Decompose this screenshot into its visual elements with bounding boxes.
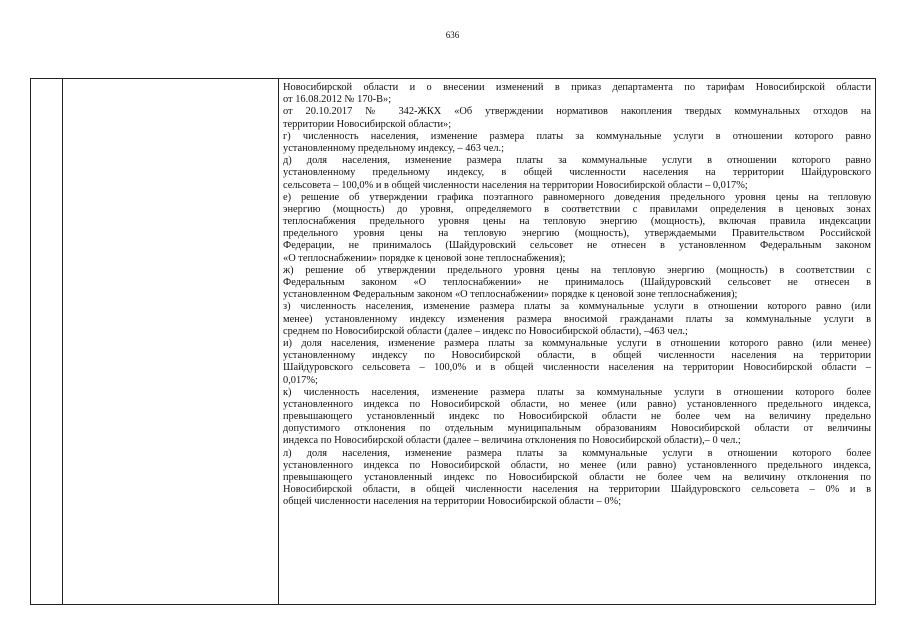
content-line: территории Новосибирской области»; <box>283 118 452 130</box>
content-line: превышающего установленный индекс по Новосибирской области не более чем на величину отклонения по <box>283 472 871 483</box>
content-line: установленном Федеральным законом «О теплоснабжении» порядке к ценовой зоне теплоснабжения); <box>283 289 738 301</box>
content-line: общей численности населения на территории Новосибирской области – 0%; <box>283 496 622 508</box>
table-column-name <box>63 79 279 604</box>
content-line: установленному предельному индексу, – 463 чел.; <box>283 142 504 154</box>
content-line: д) доля населения, изменение размера платы за коммунальные услуги в отношении которого равно <box>283 155 871 167</box>
content-line: от 16.08.2012 № 170-В»; <box>283 94 392 106</box>
content-line: к) численность населения, изменение размера платы за коммунальные услуги в отношении которого более <box>283 386 871 398</box>
content-line: установленному индексу по Новосибирской области, в общей численности населения на территории <box>283 350 871 362</box>
content-line: сельсовета – 100,0% и в общей численности населения на территории Новосибирской области – 0,017%; <box>283 179 748 191</box>
content-line: и) доля населения, изменение размера платы за коммунальные услуги в отношении которого равно (или менее) <box>283 337 871 349</box>
content-line: индекса по Новосибирской области (далее – величина отклонения по Новосибирской области),– 0 чел.; <box>283 435 741 447</box>
content-line: Новосибирской области, в общей численности населения на территории Шайдуровского сельсовета – 0% и в <box>283 484 871 496</box>
content-line: менее) установленному индексу изменения размера вносимой гражданами платы за коммунальные услуги в <box>283 313 871 325</box>
content-line: от 20.10.2017 № 342-ЖКХ «Об утверждении нормативов накопления твердых коммунальных отходов на <box>283 106 871 118</box>
content-line: е) решение об утверждении графика поэтапного равномерного доведения предельного уровня цены на тепловую <box>283 191 871 203</box>
table-column-content <box>279 79 875 604</box>
page-number: 636 <box>445 30 460 40</box>
document-table <box>30 78 876 605</box>
content-line: Федерации, не принималось (Шайдуровский сельсовет не отнесен в установленном Федеральным законом <box>283 240 871 252</box>
content-line: установленного индекса по Новосибирской области, но менее (или равно) установленного предельного индекса, <box>283 459 871 471</box>
content-line: Шайдуровского сельсовета – 100,0% и в общей численности населения на территории Новосибирской области – <box>283 362 871 374</box>
content-line: превышающего установленный индекс по Новосибирской области не более чем на величину предельно <box>283 411 871 423</box>
content-line: Федеральным законом «О теплоснабжении» не принималось (Шайдуровский сельсовет не отнесен в <box>283 277 871 288</box>
content-line: теплоснабжения предельного уровня цены на тепловую энергию (мощность), включая правила индексации <box>283 216 871 228</box>
content-line: 0,017%; <box>283 374 318 386</box>
content-line: предельного уровня цены на тепловую энергию (мощность), утверждаемыми Правительством Российской <box>283 228 871 240</box>
content-line: з) численность населения, изменение размера платы за коммунальные услуги в отношении которого равно (или <box>283 301 871 313</box>
content-line: г) численность населения, изменение размера платы за коммунальные услуги в отношении которого равно <box>283 130 871 142</box>
content-line: л) доля населения, изменение размера платы за коммунальные услуги в отношении которого более <box>283 447 871 459</box>
content-line: «О теплоснабжении» порядке к ценовой зоне теплоснабжения); <box>283 252 566 264</box>
table-column-number <box>31 79 63 604</box>
content-line: энергию (мощность) до уровня, определяемого в соответствии с правилами определения в ценовых зонах <box>283 203 871 215</box>
content-line: ж) решение об утверждении предельного уровня цены на тепловую энергию (мощность) в соответствии с <box>283 264 871 276</box>
content-line: среднем по Новосибирской области (далее – индекс по Новосибирской области), –463 чел.; <box>283 325 688 337</box>
content-line: установленному предельному индексу, в общей численности населения на территории Шайдуровского <box>283 167 871 179</box>
content-line: установленного индекса по Новосибирской области, но менее (или равно) установленного предельного индекса, <box>283 398 871 410</box>
content-line: допустимого отклонения по отдельным муниципальным образованиям Новосибирской области от величины <box>283 423 871 435</box>
content-line: Новосибирской области и о внесении изменений в приказ департамента по тарифам Новосибирской области <box>283 82 871 93</box>
